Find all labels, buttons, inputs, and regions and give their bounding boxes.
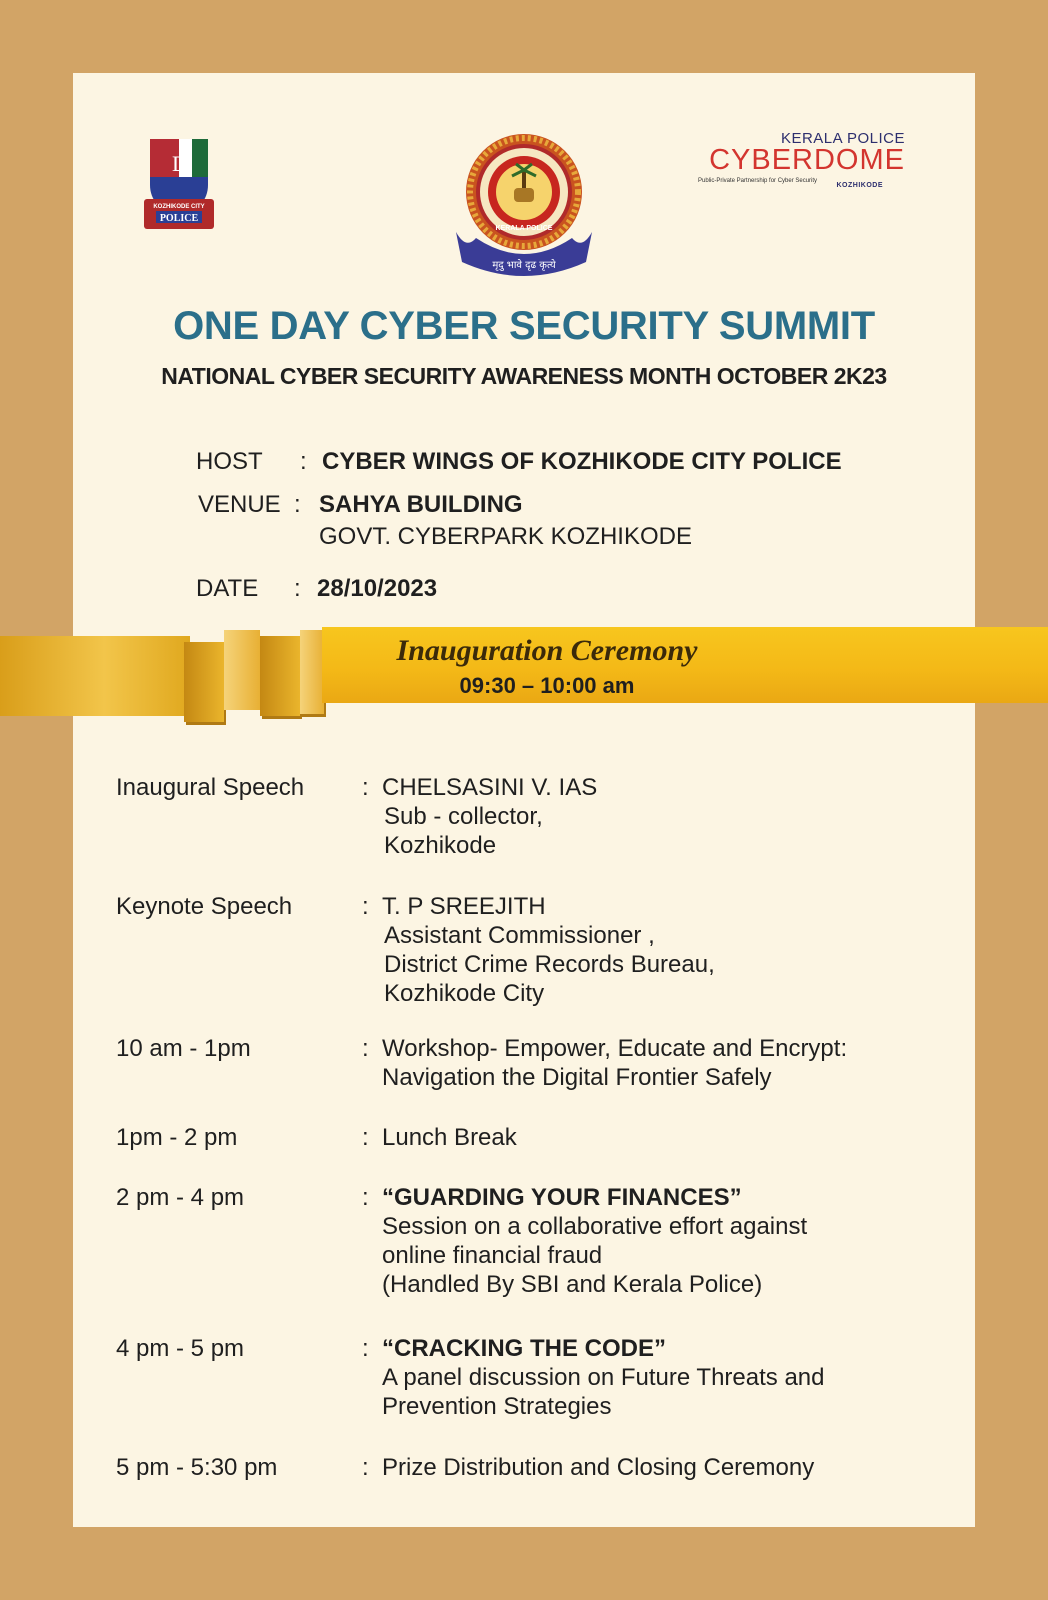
schedule-line: Prevention Strategies <box>382 1393 612 1420</box>
schedule-time: Inaugural Speech <box>116 774 305 801</box>
schedule-time: 1pm - 2 pm <box>116 1124 238 1151</box>
schedule-line: (Handled By SBI and Kerala Police) <box>382 1271 763 1298</box>
schedule-line: Assistant Commissioner , <box>384 922 655 949</box>
schedule-line: District Crime Records Bureau, <box>384 951 715 978</box>
logo-left-badge: POLICE <box>159 213 199 224</box>
ribbon-fold-2 <box>224 630 260 710</box>
schedule-details <box>382 773 597 860</box>
schedule-line: Kozhikode <box>384 832 497 859</box>
schedule-colon: : <box>362 893 369 920</box>
schedule-details <box>382 1453 814 1482</box>
schedule-details <box>382 1334 825 1421</box>
cyberdome-sub-text: Public-Private Partnership for Cyber Security <box>698 178 818 184</box>
schedule-line: Sub - collector, <box>384 803 543 830</box>
schedule-line: “CRACKING THE CODE” <box>382 1335 667 1362</box>
host-label: HOST <box>196 448 263 475</box>
schedule-details <box>382 1183 807 1299</box>
schedule-details <box>382 1123 517 1152</box>
emblem-ring-text: KERALA POLICE <box>495 225 553 232</box>
schedule-line: Session on a collaborative effort against <box>382 1213 808 1240</box>
schedule-line: T. P SREEJITH <box>382 893 546 920</box>
logo-left-letter: D <box>172 151 188 176</box>
schedule-time: 4 pm - 5 pm <box>116 1335 245 1362</box>
schedule-line: Prize Distribution and Closing Ceremony <box>382 1454 815 1481</box>
event-info <box>196 446 916 606</box>
schedule-details <box>382 1034 847 1092</box>
schedule-details <box>382 892 715 1008</box>
schedule-time: 2 pm - 4 pm <box>116 1184 245 1211</box>
venue-colon: : <box>294 491 301 518</box>
event-title: ONE DAY CYBER SECURITY SUMMIT <box>173 304 875 348</box>
host-value: CYBER WINGS OF KOZHIKODE CITY POLICE <box>322 448 842 475</box>
schedule-time: Keynote Speech <box>116 893 293 920</box>
venue-label: VENUE <box>198 491 281 518</box>
cyberdome-main-text: CYBERDOME <box>709 144 905 176</box>
date-colon: : <box>294 575 301 602</box>
kozhikode-city-police-logo <box>142 137 216 233</box>
date-label: DATE <box>196 575 259 602</box>
schedule-line: online financial fraud <box>382 1242 603 1269</box>
schedule-line: Workshop- Empower, Educate and Encrypt: <box>382 1035 848 1062</box>
schedule-colon: : <box>362 774 369 801</box>
kerala-police-emblem <box>446 120 602 285</box>
ribbon-title: Inauguration Ceremony <box>396 634 698 667</box>
ribbon-fold-3 <box>260 636 300 716</box>
schedule-line: CHELSASINI V. IAS <box>382 774 598 801</box>
ribbon-fold-left <box>0 636 190 716</box>
schedule-line: “GUARDING YOUR FINANCES” <box>382 1184 742 1211</box>
logo-left-name: KOZHIKODE CITY <box>153 204 205 210</box>
event-subtitle: NATIONAL CYBER SECURITY AWARENESS MONTH OCTOBER 2K23 <box>161 363 887 389</box>
ribbon-fold-4 <box>300 630 324 714</box>
schedule-line: Navigation the Digital Frontier Safely <box>382 1064 772 1091</box>
cyberdome-top-text: KERALA POLICE <box>780 130 905 147</box>
schedule-colon: : <box>362 1454 369 1481</box>
ribbon-fold-1 <box>184 642 224 722</box>
venue-line2: GOVT. CYBERPARK KOZHIKODE <box>319 523 692 550</box>
schedule-time: 5 pm - 5:30 pm <box>116 1454 278 1481</box>
cyberdome-city-text: KOZHIKODE <box>836 182 883 189</box>
venue-line1: SAHYA BUILDING <box>319 491 523 518</box>
host-colon: : <box>300 448 307 475</box>
schedule-line: A panel discussion on Future Threats and <box>382 1364 825 1391</box>
schedule-time: 10 am - 1pm <box>116 1035 251 1062</box>
date-value: 28/10/2023 <box>317 575 438 602</box>
emblem-motto: मृदु भावे दृढ कृत्ये <box>492 260 556 271</box>
ribbon-time: 09:30 – 10:00 am <box>459 673 635 698</box>
schedule-colon: : <box>362 1035 369 1062</box>
schedule-line: Kozhikode City <box>384 980 545 1007</box>
schedule-colon: : <box>362 1124 369 1151</box>
schedule-colon: : <box>362 1184 369 1211</box>
schedule-colon: : <box>362 1335 369 1362</box>
schedule-line: Lunch Break <box>382 1124 517 1151</box>
cyberdome-logo <box>690 130 905 200</box>
